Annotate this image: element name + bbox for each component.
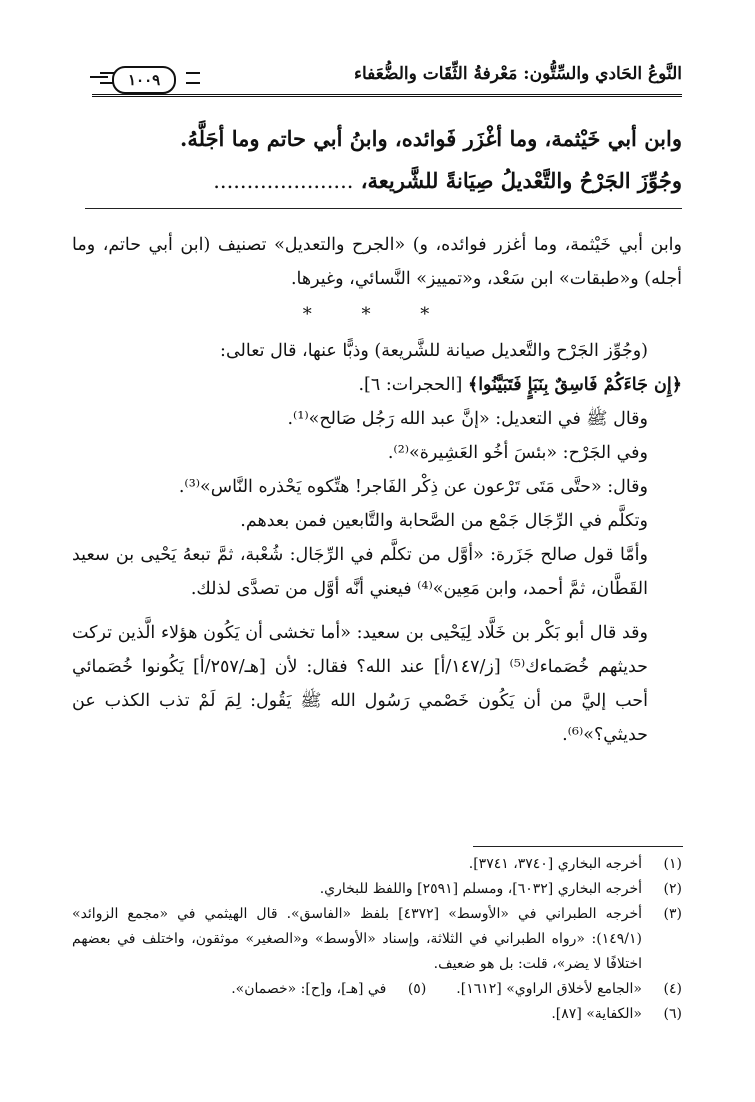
- footnote-pair: [72, 977, 682, 1002]
- footnote-text: «الجامع لأخلاق الراوي» [١٦١٢].: [456, 981, 642, 997]
- paragraph: وفي الجَرْح: «بئسَ أخُو العَشِيرة»⁽²⁾.: [387, 443, 648, 463]
- footnote-text: أخرجه الطبراني في «الأوسط» [٤٣٧٢] بلفظ «الفاسق». قال الهيثمي في «مجمع الزوائد» (١٤٩/١): «رواه الطبراني في الثلاثة، وإسناد «الأوسط» و«الصغير» موثقون، واختلف في بعضهم اختلافًا لا يضر»، قلت: بل هو ضعيف.: [72, 906, 642, 972]
- footnote: [231, 977, 426, 1002]
- ornament-icon: [186, 72, 200, 84]
- quran-verse: ﴿إِن جَاءَكُمْ فَاسِقٌ بِنَبَإٍ فَتَبَيَّنُوا﴾: [467, 375, 682, 395]
- footnote-number: (٦): [663, 1006, 682, 1022]
- header-dash: [90, 76, 108, 78]
- matn-verse: [70, 118, 682, 202]
- paragraph: وقال ﷺ في التعديل: «إنَّ عبد الله رَجُل صَالح»⁽¹⁾.: [287, 409, 648, 429]
- footnote-number: (٢): [663, 881, 682, 897]
- paragraph: وأمَّا قول صالح جَزَرة: «أوَّل من تكلَّم في الرِّجَال: شُعْبة، ثمَّ تبعهُ يَحْيى بن سعيد القَطَّان، ثمَّ أحمد، وابن مَعِين»⁽⁴⁾ فيعني أنَّه أوَّل من تصدَّى لذلك.: [72, 545, 648, 599]
- paragraph: وتكلَّم في الرِّجَال جَمْع من الصَّحابة والتَّابعين فمن بعدهم.: [240, 511, 648, 531]
- footnote-text: أخرجه البخاري [٣٧٤٠، ٣٧٤١].: [468, 856, 642, 872]
- footnote-number: (٣): [663, 906, 682, 922]
- matn-line-2: [70, 160, 682, 202]
- paragraph: وقال: «حتَّى مَتَى تَرْعون عن ذِكْر الفَاجر! هتِّكوه يَحْذره النَّاس»⁽³⁾.: [178, 477, 648, 497]
- matn-divider: [85, 208, 682, 209]
- footnote-number: (٤): [663, 981, 682, 997]
- footnote: [72, 902, 682, 977]
- footnote: [72, 877, 682, 902]
- running-header: [92, 62, 682, 98]
- page-number: ١٠٠٩: [112, 66, 176, 94]
- quran-line: [72, 368, 682, 402]
- footnote-number: (٥): [407, 981, 427, 997]
- paragraph: (وجُوِّز الجَرْح والتَّعديل صيانة للشَّريعة) وذبًّا عنها، قال تعالى:: [220, 341, 648, 361]
- footnote: [72, 1002, 682, 1027]
- section-stars: * * *: [302, 304, 452, 325]
- quran-reference: [الحجرات: ٦].: [358, 375, 463, 395]
- footnote-rule: [473, 846, 683, 847]
- commentary: [72, 228, 682, 752]
- footnote-text: أخرجه البخاري [٦٠٣٢]، ومسلم [٢٥٩١] واللفظ للبخاري.: [319, 881, 642, 897]
- footnote: [72, 852, 682, 877]
- paragraph: وقد قال أبو بَكْر بن خَلَّاد لِيَحْيى بن سعيد: «أما تخشى أن يَكُون هؤلاء الَّذين تركت حديثهم خُصَماءك⁽⁵⁾ [ز/١٤٧/أ] عند الله؟ فقال: لأن [هـ/٢٥٧/أ] يَكُونوا خُصَمائي أحب إليَّ من أن يَكُون خَصْمي رَسُول الله ﷺ يَقُول: لِمَ لَمْ تذب الكذب عن حديثي؟»⁽⁶⁾.: [72, 623, 648, 745]
- footnote-text: في [هـ]، و[ح]: «خصمان».: [231, 981, 387, 997]
- footnote-text: «الكفاية» [٨٧].: [551, 1006, 642, 1022]
- paragraph: وابن أبي خَيْثمة، وما أغزر فوائده، و) «الجرح والتعديل» تصنيف (ابن أبي حاتم، وما أجله) و«طبقات» ابن سَعْد، و«تمييز» النَّسائي، وغيرها.: [72, 235, 682, 289]
- footnote-number: (١): [663, 856, 682, 872]
- header-title: النَّوعُ الحَادي والسِّتُّون: مَعْرفةُ الثِّقَات والضُّعَفاء: [353, 64, 682, 84]
- matn-dots: .....................: [213, 169, 354, 193]
- footnotes: [72, 852, 682, 1027]
- footnote: [456, 977, 682, 1002]
- matn-line-2-text: وجُوِّزَ الجَرْحُ والتَّعْديلُ صِيَانةً للشَّريعة،: [360, 168, 682, 193]
- header-rule: [92, 94, 682, 97]
- matn-line-1: وابن أبي خَيْثمة، وما أغْزَر فَوائده، وابنُ أبي حاتم وما أجَلَّهُ.: [180, 126, 682, 151]
